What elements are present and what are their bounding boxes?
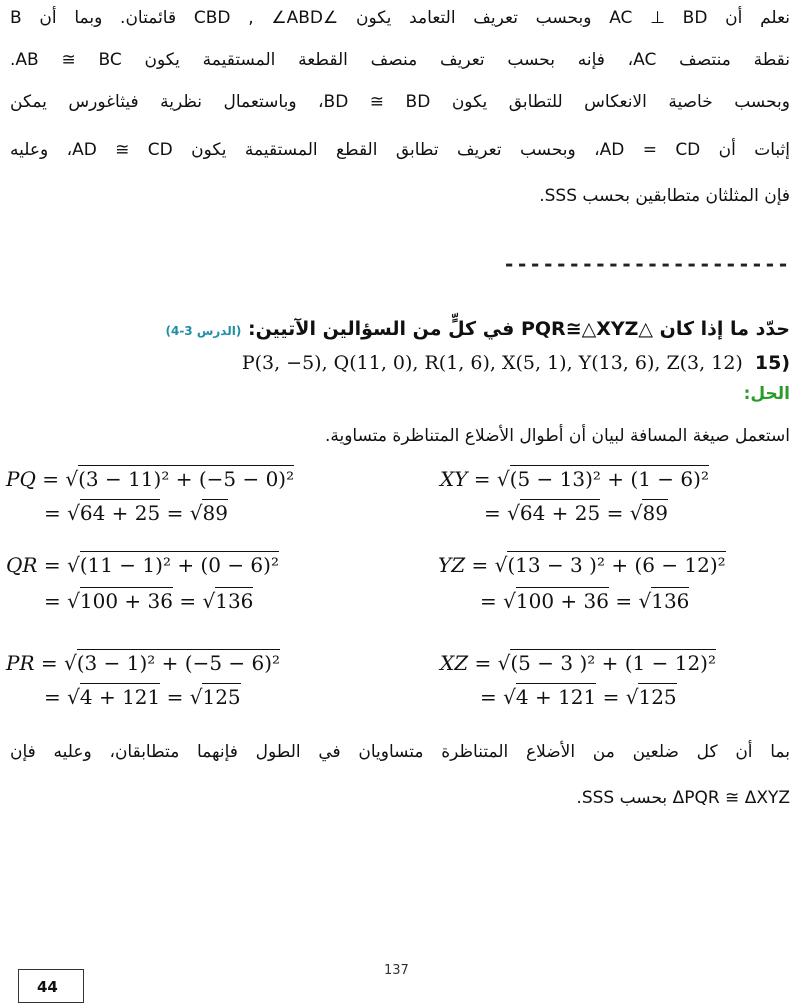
pr-eq-sign-2: = bbox=[160, 685, 190, 709]
qr-radicand-sum: 100 + 36 bbox=[79, 589, 173, 613]
pr-result: 125 bbox=[202, 685, 241, 709]
problem-statement bbox=[242, 352, 790, 374]
problem-coordinates: P(3, −5), Q(11, 0), R(1, 6), X(5, 1), Y(13, 6), Z(3, 12) bbox=[241, 352, 743, 374]
paragraph-line-5: فإن المثلثان متطابقين بحسب SSS. bbox=[539, 186, 790, 206]
page-number: 137 bbox=[384, 963, 409, 978]
xz-radicand-sum: 4 + 121 bbox=[515, 685, 597, 709]
yz-eq-sign-2: = bbox=[608, 589, 639, 613]
equation-xz-line2: = √4 + 121 = √125 bbox=[480, 685, 677, 709]
equation-qr-line1: QR = √(11 − 1)² + (0 − 6)² bbox=[6, 553, 279, 577]
qr-radicand: (11 − 1)² + (0 − 6)² bbox=[79, 553, 279, 577]
question-heading-text: حدّد ما إذا كان △PQR≅△XYZ في كلٍّ من السؤالين الآتيين: bbox=[247, 318, 790, 340]
xz-eq-sign: = bbox=[480, 685, 504, 709]
equation-pq-line1: PQ = √(3 − 11)² + (−5 − 0)² bbox=[6, 467, 295, 491]
solution-label: الحل: bbox=[743, 384, 790, 404]
xy-eq-sign-2: = bbox=[600, 501, 630, 525]
pq-eq-sign-2: = bbox=[160, 501, 190, 525]
pq-radicand: (3 − 11)² + (−5 − 0)² bbox=[78, 467, 295, 491]
paragraph-line-3: وبحسب خاصية الانعكاس للتطابق يكون BD ≅ BD، وباستعمال نظرية فيثاغورس يمكن bbox=[10, 92, 790, 112]
qr-eq-sign-2: = bbox=[172, 589, 203, 613]
pq-eq-sign: = bbox=[44, 501, 68, 525]
equation-xy-line2: = √64 + 25 = √89 bbox=[484, 501, 668, 525]
pq-radicand-sum: 64 + 25 bbox=[79, 501, 161, 525]
question-number: 15) bbox=[754, 352, 790, 374]
equation-pr-line1: PR = √(3 − 1)² + (−5 − 6)² bbox=[6, 651, 281, 675]
yz-result: 136 bbox=[651, 589, 690, 613]
xz-lhs: XZ = bbox=[440, 651, 498, 675]
yz-eq-sign: = bbox=[480, 589, 504, 613]
box-number: 44 bbox=[18, 969, 84, 1003]
paragraph-line-2: نقطة منتصف AC، فإنه بحسب تعريف منصف القطعة المستقيمة يكون AB ≅ BC. bbox=[10, 50, 790, 70]
equation-pq-line2: = √64 + 25 = √89 bbox=[44, 501, 228, 525]
pr-eq-sign: = bbox=[44, 685, 68, 709]
equation-qr-line2: = √100 + 36 = √136 bbox=[44, 589, 254, 613]
pr-lhs: PR = bbox=[6, 651, 64, 675]
qr-eq-sign: = bbox=[44, 589, 68, 613]
paragraph-line-4: إثبات أن AD = CD، وبحسب تعريف تطابق القطع المستقيمة يكون AD ≅ CD، وعليه bbox=[10, 140, 790, 160]
equation-pr-line2: = √4 + 121 = √125 bbox=[44, 685, 241, 709]
xz-eq-sign-2: = bbox=[596, 685, 626, 709]
xy-radicand: (5 − 13)² + (1 − 6)² bbox=[509, 467, 709, 491]
xz-result: 125 bbox=[638, 685, 677, 709]
yz-lhs: YZ = bbox=[438, 553, 495, 577]
equation-xy-line1: XY = √(5 − 13)² + (1 − 6)² bbox=[440, 467, 709, 491]
paragraph-line-1: نعلم أن AC ⊥ BD وبحسب تعريف التعامد يكون ∠CBD , ∠ABD قائمتان. وبما أن B bbox=[10, 8, 790, 28]
pr-radicand-sum: 4 + 121 bbox=[79, 685, 161, 709]
xy-lhs: XY = bbox=[440, 467, 497, 491]
question-heading bbox=[151, 318, 790, 340]
xy-result: 89 bbox=[642, 501, 668, 525]
xy-eq-sign: = bbox=[484, 501, 508, 525]
pr-radicand: (3 − 1)² + (−5 − 6)² bbox=[76, 651, 281, 675]
equation-xz-line1: XZ = √(5 − 3 )² + (1 − 12)² bbox=[440, 651, 717, 675]
lesson-reference: (الدرس 3-4) bbox=[165, 324, 242, 338]
equation-yz-line2: = √100 + 36 = √136 bbox=[480, 589, 690, 613]
yz-radicand: (13 − 3 )² + (6 − 12)² bbox=[507, 553, 726, 577]
solution-intro: استعمل صيغة المسافة لبيان أن أطوال الأضلاع المتناظرة متساوية. bbox=[324, 426, 790, 446]
qr-result: 136 bbox=[215, 589, 254, 613]
conclusion-line-2: ΔPQR ≅ ΔXYZ بحسب SSS. bbox=[576, 788, 790, 808]
pq-result: 89 bbox=[202, 501, 228, 525]
section-divider: ---------------------- bbox=[503, 252, 790, 276]
xz-radicand: (5 − 3 )² + (1 − 12)² bbox=[510, 651, 717, 675]
conclusion-line-1: بما أن كل ضلعين من الأضلاع المتناظرة متساويان في الطول فإنهما متطابقان، وعليه فإن bbox=[10, 742, 790, 762]
equation-yz-line1: YZ = √(13 − 3 )² + (6 − 12)² bbox=[438, 553, 726, 577]
qr-lhs: QR = bbox=[6, 553, 67, 577]
xy-radicand-sum: 64 + 25 bbox=[519, 501, 601, 525]
pq-lhs: PQ = bbox=[6, 467, 66, 491]
yz-radicand-sum: 100 + 36 bbox=[515, 589, 609, 613]
